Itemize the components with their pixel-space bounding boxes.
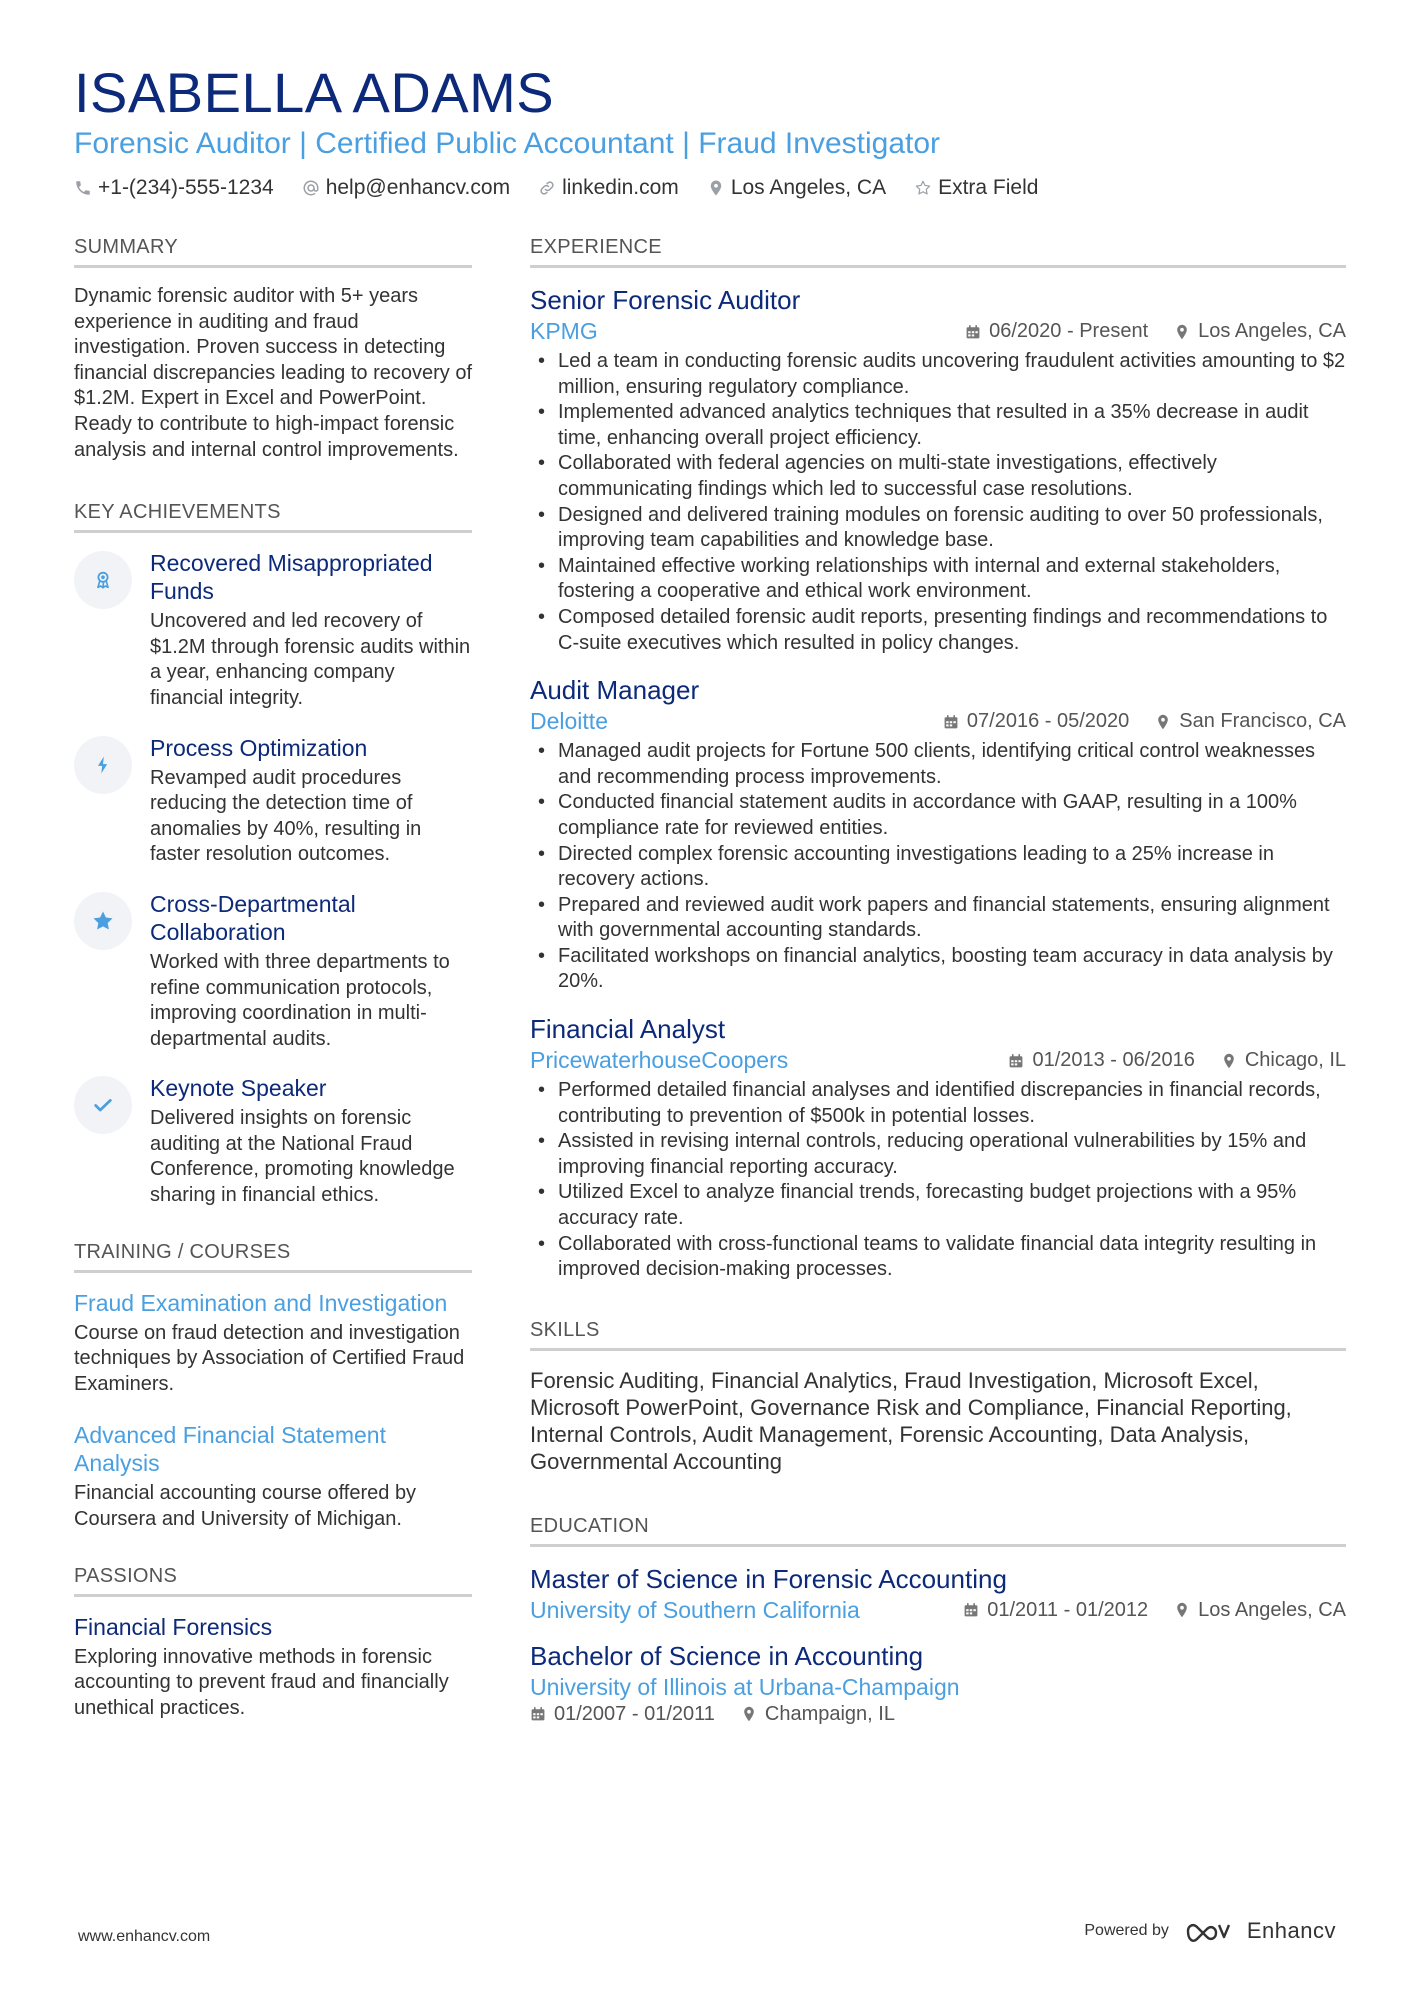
at-icon [302,179,320,197]
achievement-title: Keynote Speaker [150,1075,327,1102]
school-name: University of Southern California [530,1596,860,1623]
summary-section [74,236,472,463]
bullet-item: • Utilized Excel to analyze financial trends, forecasting budget projections with a 95% accuracy rate. [530,1180,1346,1231]
job-location: Los Angeles, CA [1198,320,1346,342]
location-pin-icon [1174,1601,1190,1619]
passions-section [74,1565,472,1722]
lightning-bolt-icon [74,736,132,794]
course-item [74,1289,472,1398]
skills-text: Forensic Auditing, Financial Analytics, Fraud Investigation, Microsoft Excel, Microsoft PowerPoint, Governance Risk and Compliance, Financial Reporting, Internal Controls, Audit Management, Forensic Accounting, Data Analysis, Governmental Accounting [530,1367,1292,1474]
location-pin-icon [1221,1052,1237,1070]
education-dates: 01/2011 - 01/2012 [987,1598,1149,1621]
skills-section [530,1319,1346,1475]
contact-extra [914,176,1038,200]
job-dates: 01/2013 - 06/2016 [1032,1049,1195,1072]
achievement-title: Cross-Departmental Collaboration [150,890,356,945]
contact-bar [74,176,1344,200]
calendar-icon [1008,1052,1024,1070]
achievement-item [74,734,472,868]
bullet-item: • Composed detailed forensic audit reports, presenting findings and recommendations to C-suite executives which resulted in policy changes. [530,605,1346,656]
bullet-item: • Directed complex forensic accounting investigations leading to a 25% increase in recovery actions. [530,842,1346,893]
company-name: PricewaterhouseCoopers [530,1047,789,1074]
job-title: Senior Forensic Auditor [530,285,801,315]
education-dates: 01/2007 - 01/2011 [554,1702,715,1725]
achievement-title: Recovered Misappropriated Funds [150,550,433,605]
left-column [74,236,472,1721]
achievement-item [74,549,472,711]
calendar-icon [965,323,981,341]
bullet-item: • Assisted in revising internal controls, reducing operational vulnerabilities by 15% and improving financial reporting accuracy. [530,1129,1346,1180]
school-name: University of Illinois at Urbana-Champaign [530,1673,960,1700]
achievement-text: Revamped audit procedures reducing the detection time of anomalies by 40%, resulting in faster resolution outcomes. [150,766,422,866]
bullet-item: • Collaborated with cross-functional teams to validate financial data integrity resulting in improved decision-making processes. [530,1232,1346,1283]
bullet-item: • Collaborated with federal agencies on multi-state investigations, effectively communicating findings which led to successful case resolutions. [530,451,1346,502]
star-icon [74,892,132,950]
footer-branding [1084,1918,1336,1944]
course-item [74,1421,472,1532]
bullet-item: • Performed detailed financial analyses and identified discrepancies in financial records, contributing to prevention of $500k in potential losses. [530,1078,1346,1129]
achievement-text: Worked with three departments to refine communication protocols, improving coordination in multi-departmental audits. [150,950,450,1050]
contact-linkedin[interactable] [538,176,679,200]
location-pin-icon [741,1705,757,1723]
experience-title: EXPERIENCE [530,236,1346,268]
degree-title: Master of Science in Forensic Accounting [530,1563,1007,1594]
job-location: Chicago, IL [1244,1049,1346,1072]
job-dates: 06/2020 - Present [989,320,1149,342]
award-ribbon-icon [74,551,132,609]
location-pin-icon [1155,713,1171,731]
training-title: TRAINING / COURSES [74,1241,472,1273]
star-icon [914,179,932,197]
candidate-name: ISABELLA ADAMS [74,61,555,124]
education-location: Los Angeles, CA [1198,1598,1346,1621]
company-name: KPMG [530,318,598,344]
achievement-text: Delivered insights on forensic auditing at the National Fraud Conference, promoting knowledge sharing in financial ethics. [150,1107,455,1207]
footer-website[interactable]: www.enhancv.com [78,1928,211,1945]
contact-location-text: Los Angeles, CA [730,176,887,199]
enhancv-logo-icon [1185,1919,1231,1943]
education-entry [530,1640,1346,1726]
contact-extra-text: Extra Field [938,176,1039,199]
education-entry [530,1563,1346,1624]
course-title: Advanced Financial Statement Analysis [74,1422,386,1477]
bullet-item: • Managed audit projects for Fortune 500 clients, identifying critical control weaknesses and recommending process improvements. [530,739,1346,790]
bullet-item: • Conducted financial statement audits in accordance with GAAP, resulting in a 100% compliance rate for reviewed entities. [530,790,1346,841]
course-text: Course on fraud detection and investigation techniques by Association of Certified Fraud Examiners. [74,1321,465,1395]
bullet-item: • Prepared and reviewed audit work papers and financial statements, ensuring alignment with governmental accounting standards. [530,893,1346,944]
contact-linkedin-text: linkedin.com [562,176,679,199]
checkmark-icon [74,1076,132,1134]
achievement-text: Uncovered and led recovery of $1.2M through forensic audits within a year, enhancing company financial integrity. [150,610,471,709]
course-title: Fraud Examination and Investigation [74,1289,448,1316]
job-title: Audit Manager [530,675,700,706]
achievements-title: KEY ACHIEVEMENTS [74,501,472,533]
achievement-item [74,890,472,1052]
experience-section [530,236,1346,1283]
calendar-icon [943,713,959,731]
phone-icon [74,179,92,197]
course-text: Financial accounting course offered by Coursera and University of Michigan. [74,1482,417,1531]
calendar-icon [530,1705,546,1723]
achievements-section [74,501,472,1209]
contact-email-text: help@enhancv.com [325,176,511,199]
candidate-headline: Forensic Auditor | Certified Public Accountant | Fraud Investigator [74,127,941,160]
education-title: EDUCATION [530,1515,1346,1547]
bullet-item: • Maintained effective working relationships with internal and external stakeholders, fostering a cooperative and ethical work environment. [530,554,1346,605]
job-bullets [530,349,1346,656]
job-location: San Francisco, CA [1179,710,1346,733]
job-entry [530,674,1346,995]
summary-text: Dynamic forensic auditor with 5+ years experience in auditing and fraud investigation. Proven success in detecting financial discrepancies leading to recovery of $1.2M. Expert in Excel and PowerPoint. Ready to contribute to high-impact forensic analysis and internal control improvements. [74,285,472,461]
resume-header [74,62,1344,200]
job-bullets [530,739,1346,995]
location-pin-icon [1174,323,1190,341]
summary-title: SUMMARY [74,236,472,268]
contact-email[interactable] [302,176,510,200]
location-pin-icon [707,179,725,197]
passion-item [74,1613,472,1722]
achievement-item [74,1074,472,1208]
contact-location [707,176,886,200]
powered-by-label: Powered by [1084,1922,1169,1939]
contact-phone[interactable] [74,176,274,200]
job-dates: 07/2016 - 05/2020 [966,710,1130,733]
link-icon [538,179,556,197]
education-section [530,1515,1346,1726]
training-section [74,1241,472,1533]
job-bullets [530,1078,1346,1283]
degree-title: Bachelor of Science in Accounting [530,1640,924,1671]
passion-text: Exploring innovative methods in forensic accounting to prevent fraud and financially unethical practices. [74,1645,449,1719]
calendar-icon [963,1601,979,1619]
brand-name: Enhancv [1246,1918,1336,1943]
achievement-title: Process Optimization [150,734,368,761]
education-location: Champaign, IL [764,1702,895,1725]
contact-phone-text: +1-(234)-555-1234 [98,176,274,199]
company-name: Deloitte [530,708,608,735]
bullet-item: • Designed and delivered training modules on forensic auditing to over 50 professionals, improving team capabilities and knowledge base. [530,503,1346,554]
bullet-item: • Led a team in conducting forensic audits uncovering fraudulent activities amounting to $2 million, ensuring regulatory compliance. [530,349,1346,400]
passion-title: Financial Forensics [74,1613,273,1640]
passions-title: PASSIONS [74,1565,472,1597]
skills-title: SKILLS [530,1319,1346,1351]
bullet-item: • Implemented advanced analytics techniques that resulted in a 35% decrease in audit time, enhancing overall project efficiency. [530,400,1346,451]
job-entry [530,284,1346,656]
job-title: Financial Analyst [530,1014,726,1045]
job-entry [530,1013,1346,1283]
right-column [530,236,1346,1726]
bullet-item: • Facilitated workshops on financial analytics, boosting team accuracy in data analysis by 20%. [530,944,1346,995]
